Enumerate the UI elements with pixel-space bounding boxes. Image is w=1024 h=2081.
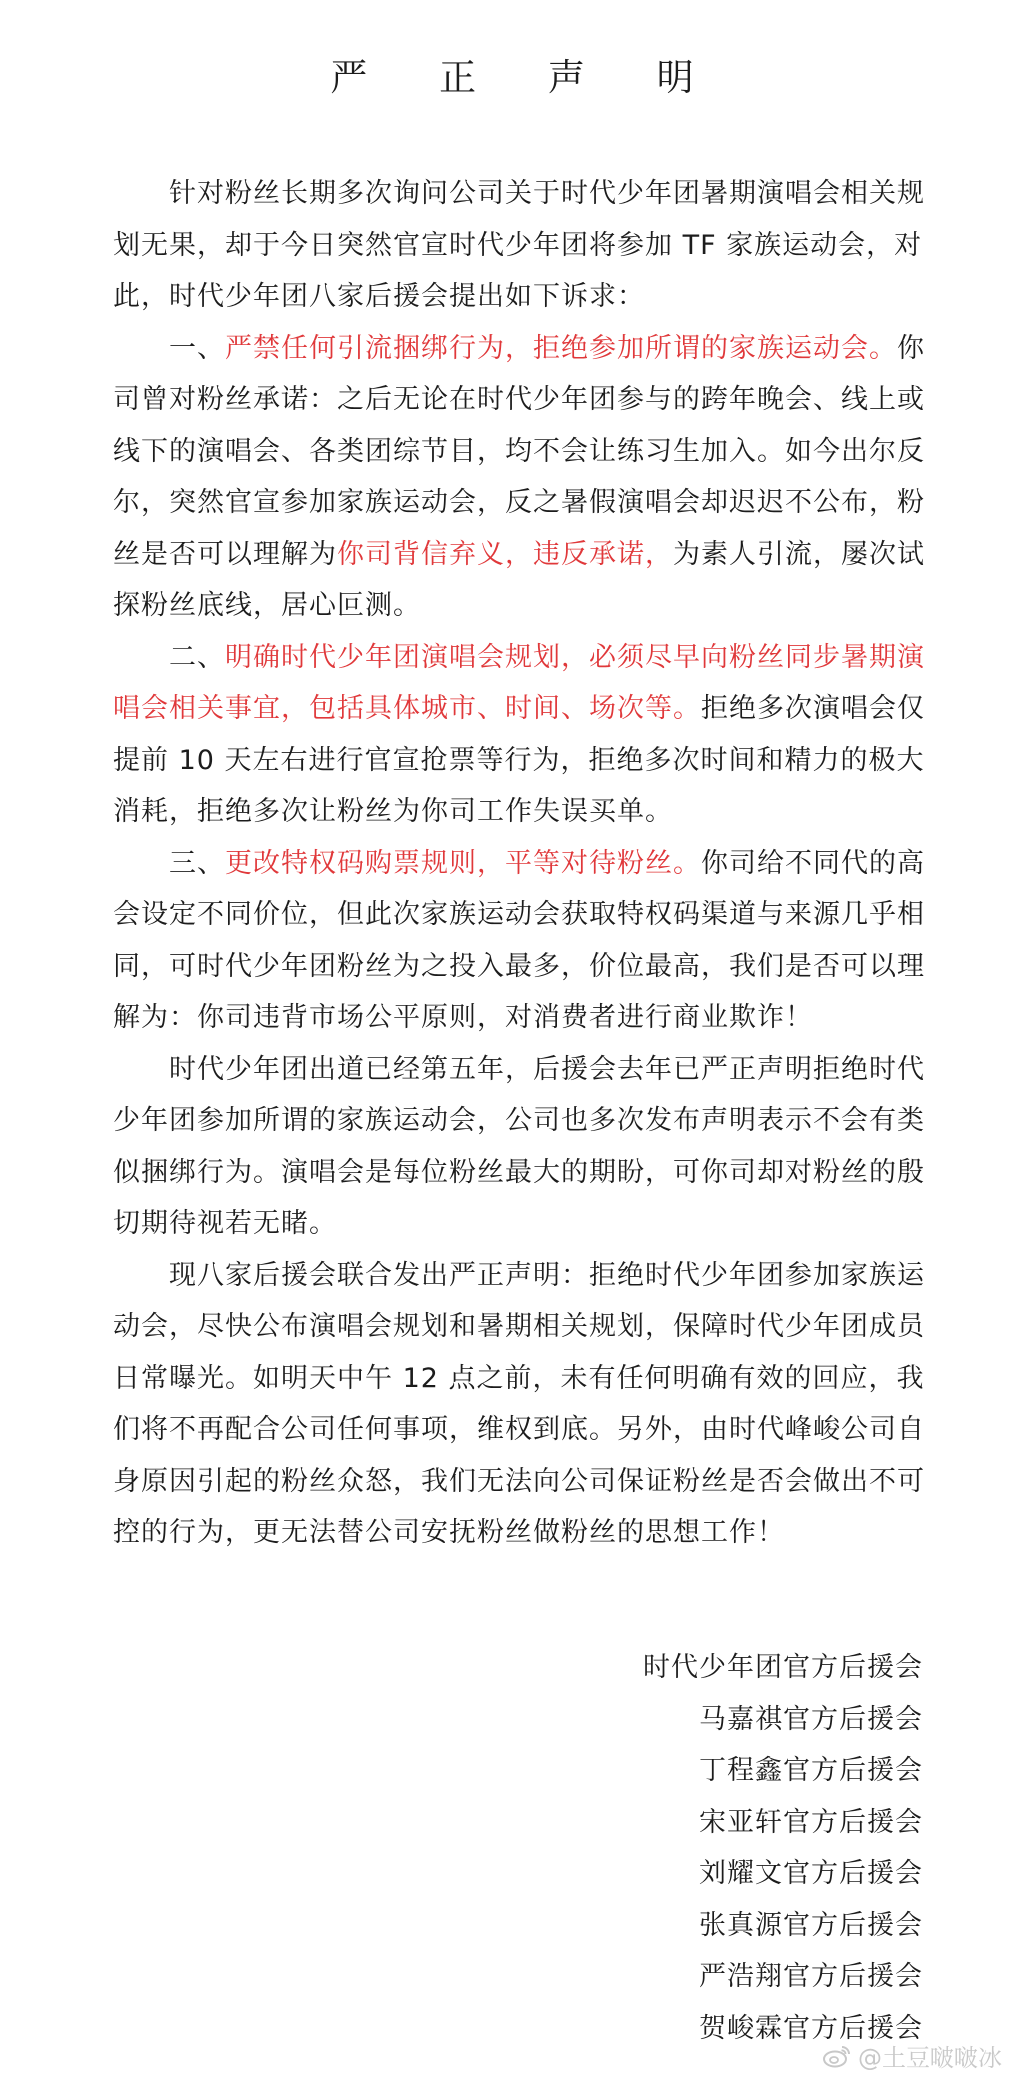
demand-3-headline: 更改特权码购票规则，平等对待粉丝。 [225,847,701,879]
weibo-icon [822,2044,852,2068]
demand-3-detail: 你司给不同代的高会设定不同价位，但此次家族运动会获取特权码渠道与来源几乎相同，可时代少年团粉丝为之投入最多，价位最高，我们是否可以理解为：你司违背市场公平原则，对消费者进行商业欺诈！ [113,847,925,1033]
signature-line: 刘耀文官方后援会 [699,1858,923,1889]
demand-1-detail: 你司曾对粉丝承诺：之后无论在时代少年团参与的跨年晚会、线上或线下的演唱会、各类团综节目，均不会让练习生加入。如今出尔反尔，突然官宣参加家族运动会，反之暑假演唱会却迟迟不公布，粉丝是否可以理解为 [113,332,925,570]
demand-1-emphasis: 你司背信弃义，违反承诺， [337,538,673,570]
signature-line: 马嘉祺官方后援会 [699,1703,923,1735]
signature-line: 丁程鑫官方后援会 [699,1755,923,1786]
paragraph-declaration: 现八家后援会联合发出严正声明：拒绝时代少年团参加家族运动会，尽快公布演唱会规划和暑期相关规划，保障时代少年团成员日常曝光。如明天中午 12 点之前，未有任何明确有效的回应，我们将不再配合公司任何事项，维权到底。另外，由时代峰峻公司自身原因引起的粉丝众怒，我们无法向公司保证粉丝是否会做出不可控的行为，更无法替公司安抚粉丝做粉丝的思想工作！ [113,1259,925,1548]
demand-3-number: 三、 [169,847,225,879]
demand-2-detail: 拒绝多次演唱会仅提前 10 天左右进行官宣抢票等行为，拒绝多次时间和精力的极大消耗，拒绝多次让粉丝为你司工作失误买单。 [113,693,925,827]
signature-line: 严浩翔官方后援会 [699,1961,923,1992]
signature-line: 贺峻霖官方后援会 [699,2012,923,2044]
signature-line: 张真源官方后援会 [699,1909,923,1941]
paragraph-demand-2 [113,632,933,838]
watermark-text: @土豆啵啵冰 [858,2044,1002,2072]
watermark [822,2038,1002,2073]
signature-line: 宋亚轩官方后援会 [699,1806,923,1838]
signature-line: 时代少年团官方后援会 [643,1652,923,1683]
page-title: 严 正 声 明 [330,56,724,99]
demand-2-number: 二、 [169,641,225,673]
paragraph-demand-1 [113,323,933,632]
statement-body [113,168,933,1559]
demand-1-number: 一、 [169,332,225,364]
paragraph-intro: 针对粉丝长期多次询问公司关于时代少年团暑期演唱会相关规划无果，却于今日突然官宣时代少年团将参加 TF 家族运动会，对此，时代少年团八家后援会提出如下诉求： [113,178,925,312]
demand-1-headline: 严禁任何引流捆绑行为，拒绝参加所谓的家族运动会。 [225,332,897,364]
paragraph-demand-3 [113,838,933,1044]
signature-block [643,1642,923,2054]
paragraph-background: 时代少年团出道已经第五年，后援会去年已严正声明拒绝时代少年团参加所谓的家族运动会，公司也多次发布声明表示不会有类似捆绑行为。演唱会是每位粉丝最大的期盼，可你司却对粉丝的殷切期待视若无睹。 [113,1053,925,1239]
demand-2-headline: 明确时代少年团演唱会规划，必须尽早向粉丝同步暑期演唱会相关事宜，包括具体城市、时间、场次等。 [113,641,925,724]
demand-1-conclusion: 为素人引流，屡次试探粉丝底线，居心叵测。 [113,538,925,621]
